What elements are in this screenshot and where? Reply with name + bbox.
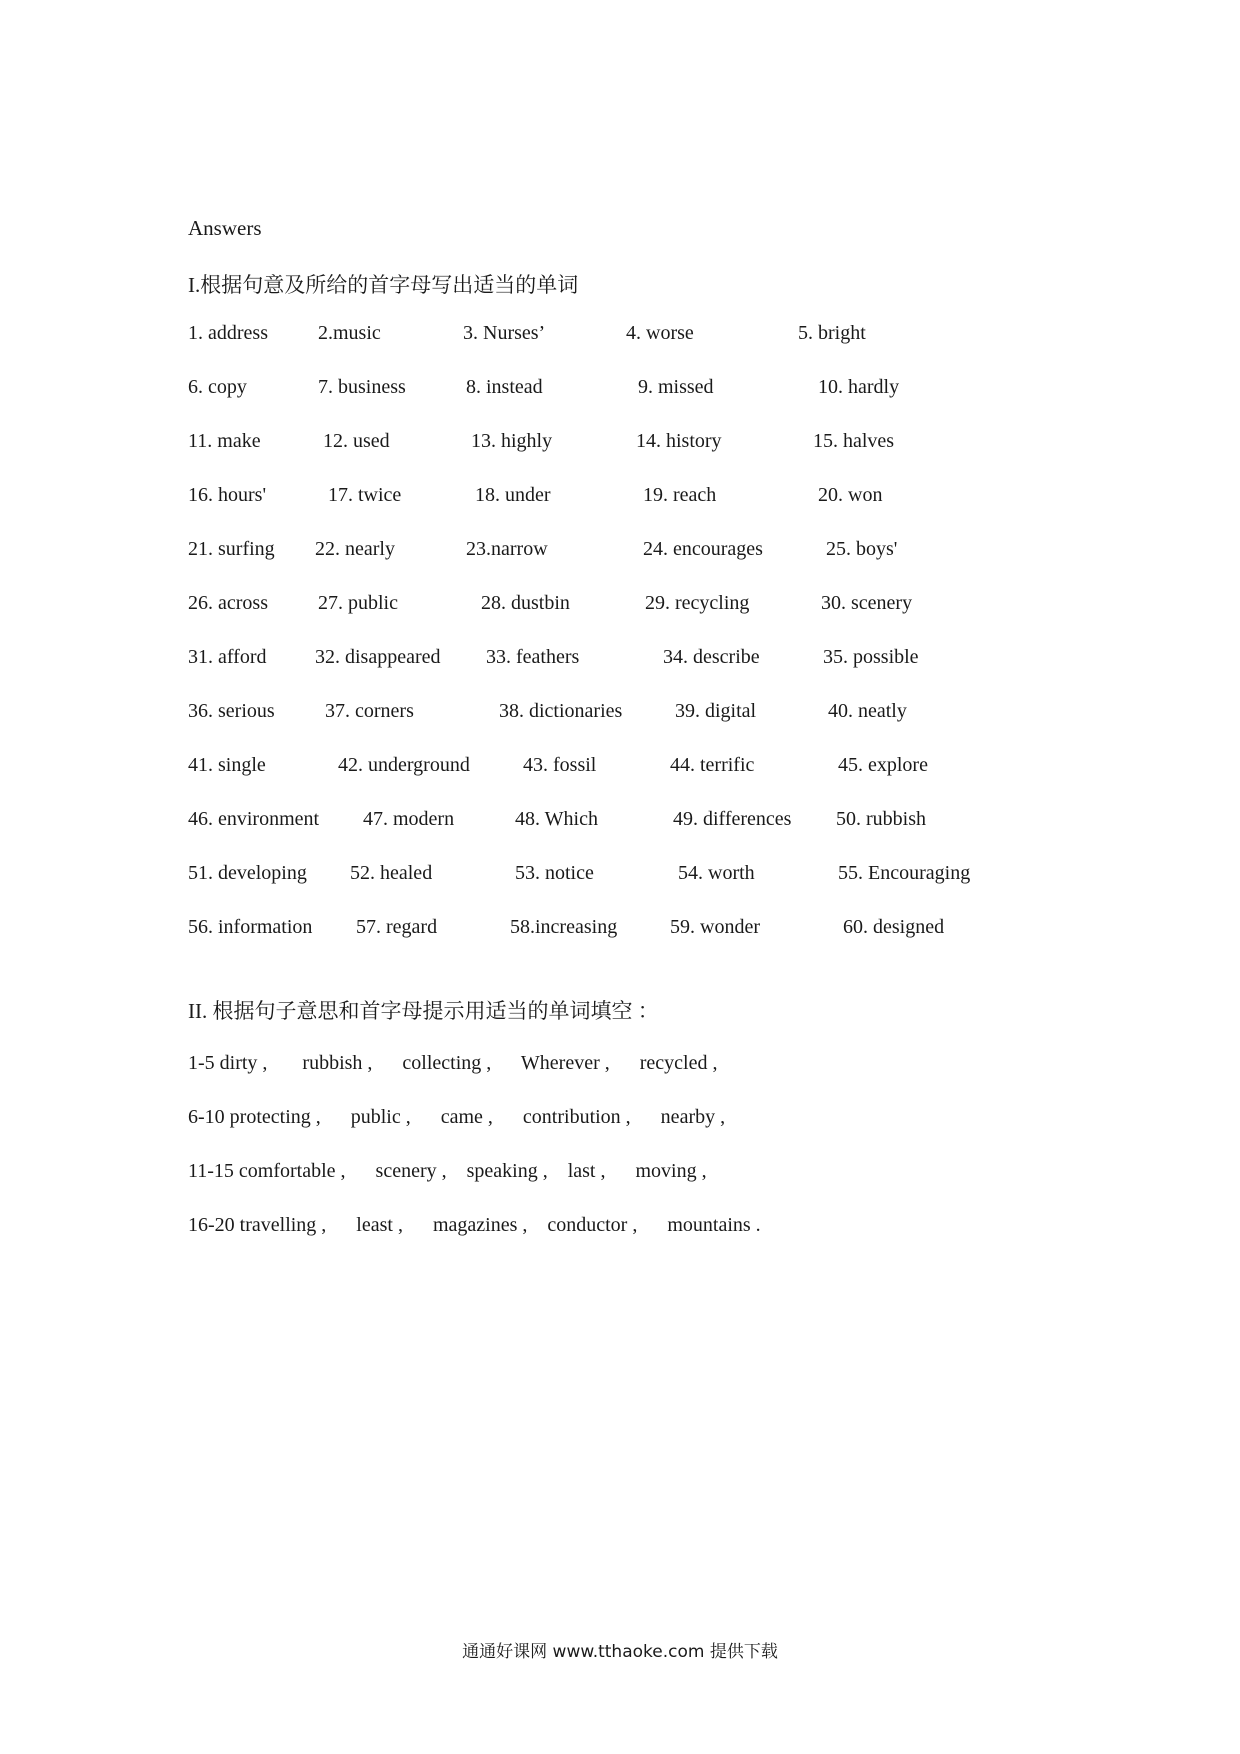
answer-row bbox=[188, 322, 1088, 352]
answer-item: 6. copy bbox=[188, 376, 247, 398]
answer-item: 26. across bbox=[188, 592, 268, 614]
answer-item: 36. serious bbox=[188, 700, 275, 722]
answer-item: 38. dictionaries bbox=[499, 700, 623, 722]
answer-item: 58.increasing bbox=[510, 916, 618, 938]
answer-row bbox=[188, 808, 1088, 838]
answer-item: 19. reach bbox=[643, 484, 717, 506]
answer-item: 47. modern bbox=[363, 808, 455, 830]
fill-blank-line-3: 11-15 comfortable , scenery , speaking , last , moving , bbox=[188, 1160, 707, 1182]
answer-item: 3. Nurses’ bbox=[463, 322, 546, 344]
answer-item: 5. bright bbox=[798, 322, 866, 344]
answer-item: 37. corners bbox=[325, 700, 414, 722]
answer-item: 18. under bbox=[475, 484, 551, 506]
answer-item: 52. healed bbox=[350, 862, 433, 884]
answer-item: 41. single bbox=[188, 754, 266, 776]
answer-row bbox=[188, 754, 1088, 784]
answer-item: 31. afford bbox=[188, 646, 267, 668]
answer-item: 40. neatly bbox=[828, 700, 907, 722]
answer-item: 39. digital bbox=[675, 700, 757, 722]
answer-item: 25. boys' bbox=[826, 538, 898, 560]
answer-row bbox=[188, 430, 1088, 460]
answer-item: 32. disappeared bbox=[315, 646, 441, 668]
section-2-heading: II. 根据句子意思和首字母提示用适当的单词填空 ： bbox=[188, 999, 659, 1023]
answer-item: 8. instead bbox=[466, 376, 543, 398]
fill-blank-line-4: 16-20 travelling , least , magazines , conductor , mountains . bbox=[188, 1214, 761, 1236]
answer-item: 9. missed bbox=[638, 376, 714, 398]
answer-item: 51. developing bbox=[188, 862, 307, 884]
page-title: Answers bbox=[188, 216, 262, 240]
answer-row bbox=[188, 538, 1088, 568]
answer-item: 14. history bbox=[636, 430, 722, 452]
answer-item: 54. worth bbox=[678, 862, 755, 884]
answer-item: 20. won bbox=[818, 484, 883, 506]
answer-item: 42. underground bbox=[338, 754, 470, 776]
answer-item: 17. twice bbox=[328, 484, 402, 506]
answer-item: 46. environment bbox=[188, 808, 320, 830]
answer-item: 11. make bbox=[188, 430, 261, 452]
answer-row bbox=[188, 646, 1088, 676]
answer-item: 59. wonder bbox=[670, 916, 760, 938]
page-footer: 通通好课网 www.tthaoke.com 提供下载 bbox=[462, 1642, 778, 1662]
answer-item: 16. hours' bbox=[188, 484, 267, 506]
answer-item: 56. information bbox=[188, 916, 313, 938]
answer-item: 34. describe bbox=[663, 646, 760, 668]
answer-item: 57. regard bbox=[356, 916, 438, 938]
answer-item: 60. designed bbox=[843, 916, 945, 938]
answer-item: 28. dustbin bbox=[481, 592, 570, 614]
answer-item: 15. halves bbox=[813, 430, 895, 452]
answer-item: 23.narrow bbox=[466, 538, 548, 560]
answer-item: 10. hardly bbox=[818, 376, 900, 398]
answer-item: 55. Encouraging bbox=[838, 862, 971, 884]
answer-item: 24. encourages bbox=[643, 538, 763, 560]
answer-item: 29. recycling bbox=[645, 592, 750, 614]
fill-blank-line-2: 6-10 protecting , public , came , contribution , nearby , bbox=[188, 1106, 726, 1128]
answer-item: 21. surfing bbox=[188, 538, 275, 560]
fill-blank-line-1: 1-5 dirty , rubbish , collecting , Wherever , recycled , bbox=[188, 1052, 718, 1074]
answer-item: 44. terrific bbox=[670, 754, 755, 776]
answer-item: 49. differences bbox=[673, 808, 792, 830]
answer-item: 2.music bbox=[318, 322, 381, 344]
answer-item: 35. possible bbox=[823, 646, 919, 668]
answer-item: 53. notice bbox=[515, 862, 594, 884]
answer-item: 48. Which bbox=[515, 808, 598, 830]
answer-item: 33. feathers bbox=[486, 646, 580, 668]
answer-item: 12. used bbox=[323, 430, 390, 452]
answer-item: 1. address bbox=[188, 322, 268, 344]
answer-item: 45. explore bbox=[838, 754, 928, 776]
answer-row bbox=[188, 376, 1088, 406]
answer-item: 7. business bbox=[318, 376, 406, 398]
answer-row bbox=[188, 592, 1088, 622]
section-1-heading: I.根据句意及所给的首字母写出适当的单词 bbox=[188, 273, 579, 297]
answer-item: 27. public bbox=[318, 592, 398, 614]
answer-row bbox=[188, 916, 1088, 946]
answer-row bbox=[188, 700, 1088, 730]
answer-item: 50. rubbish bbox=[836, 808, 926, 830]
answer-item: 4. worse bbox=[626, 322, 694, 344]
answer-item: 13. highly bbox=[471, 430, 553, 452]
answer-item: 30. scenery bbox=[821, 592, 913, 614]
answer-row bbox=[188, 484, 1088, 514]
answer-row bbox=[188, 862, 1088, 892]
answer-item: 22. nearly bbox=[315, 538, 395, 560]
answer-item: 43. fossil bbox=[523, 754, 597, 776]
